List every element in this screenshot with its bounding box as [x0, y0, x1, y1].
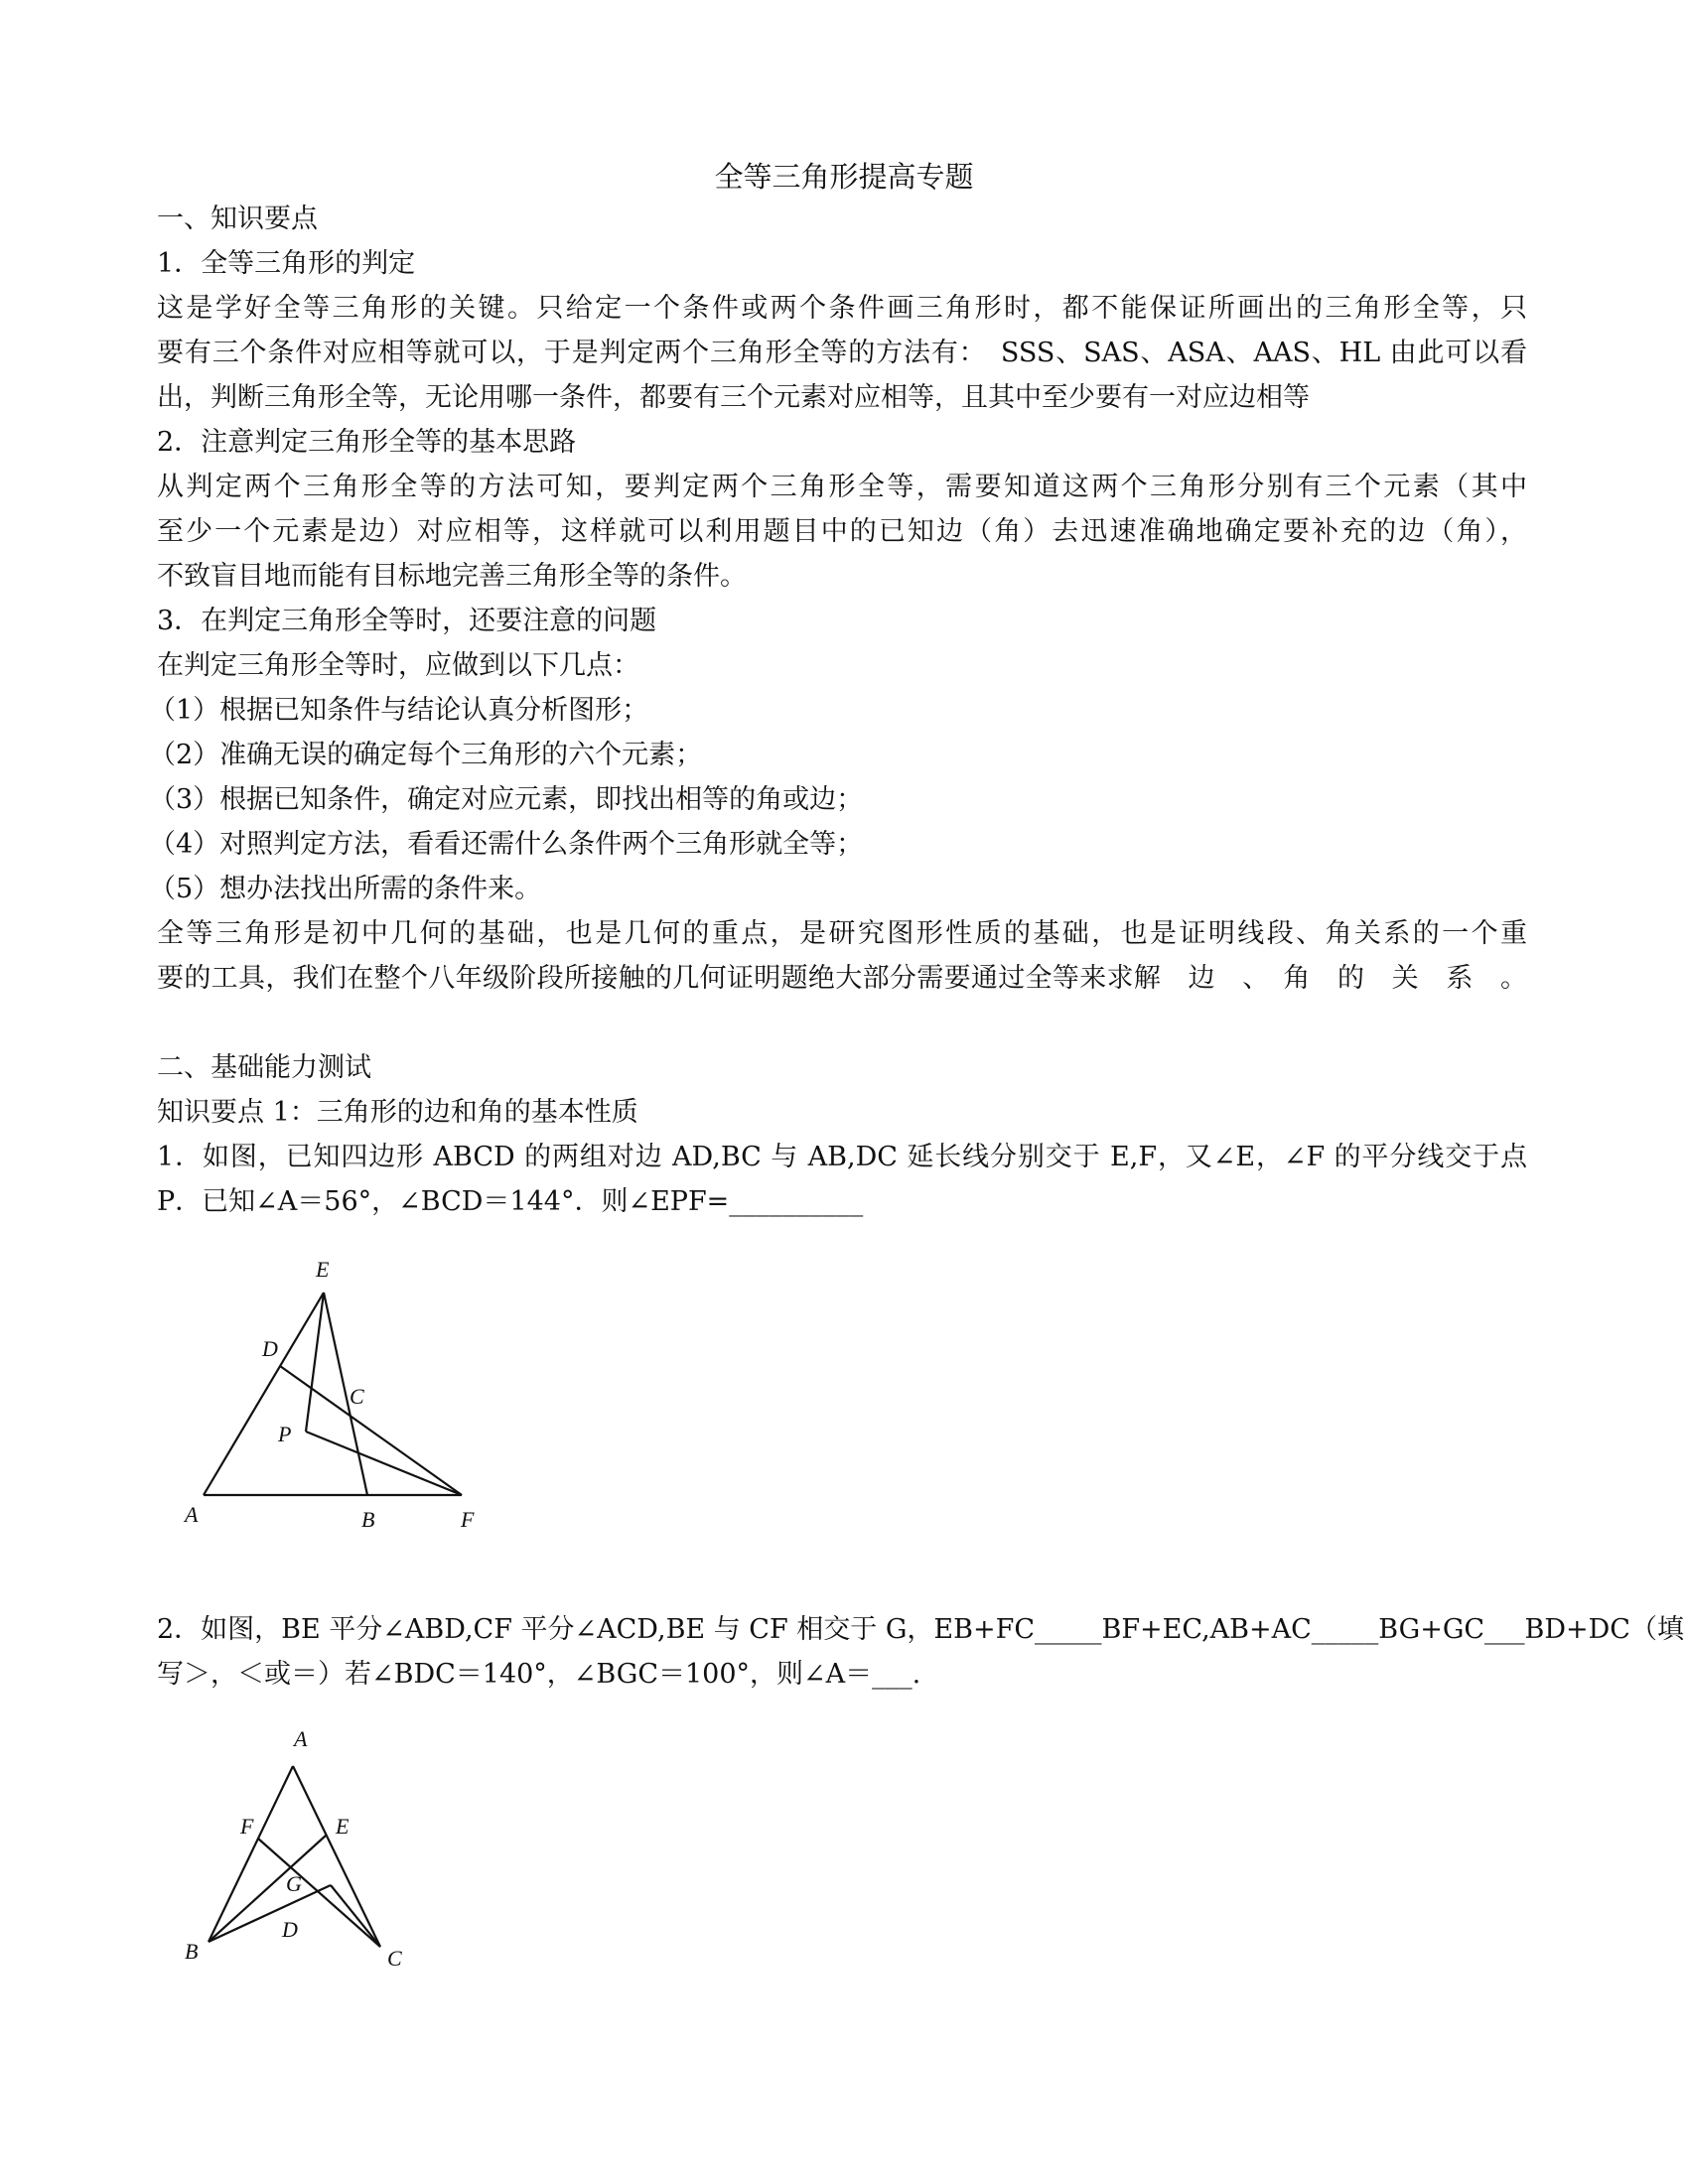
fig1-segment-DF — [280, 1366, 462, 1495]
summary-line-1: 全等三角形是初中几何的基础，也是几何的重点，是研究图形性质的基础，也是证明线段、角关系的一个重 — [157, 918, 1527, 949]
fig2-label-E: E — [336, 1814, 350, 1839]
fig1-bisector-EP — [306, 1293, 324, 1432]
point2-line-1: 从判定两个三角形全等的方法可知，要判定两个三角形全等，需要知道这两个三角形分别有三个元素（其中 — [157, 472, 1527, 502]
fig2-label-F: F — [240, 1814, 254, 1839]
fig2-label-D: D — [282, 1917, 298, 1942]
point1-line-3: 出，判断三角形全等，无论用哪一条件，都要有三个元素对应相等，且其中至少要有一对应边相等 — [157, 382, 1310, 413]
fig2-label-A: A — [294, 1726, 308, 1751]
point3-item-4: （4）对照判定方法，看看还需什么条件两个三角形就全等； — [149, 829, 864, 860]
fig1-segment-AE — [204, 1293, 324, 1495]
question1-line-1: 1．如图，已知四边形 ABCD 的两组对边 AD,BC 与 AB,DC 延长线分别交于 E,F，又∠E，∠F 的平分线交于点 — [157, 1142, 1527, 1172]
page-title: 全等三角形提高专题 — [714, 160, 974, 194]
fig1-label-F: F — [461, 1507, 475, 1532]
point1-heading: 1．全等三角形的判定 — [157, 248, 416, 279]
point2-line-3: 不致盲目地而能有目标地完善三角形全等的条件。 — [157, 561, 747, 592]
point3-item-2: （2）准确无误的确定每个三角形的六个元素； — [149, 740, 703, 770]
figure1-quadrilateral-diagram — [179, 1253, 496, 1551]
summary-line-2: 要的工具，我们在整个八年级阶段所接触的几何证明题绝大部分需要通过全等来求解 边 、 角 的 关 系 。 — [157, 963, 1527, 994]
fig2-segment-BD — [209, 1885, 331, 1942]
fig2-segment-AB — [209, 1766, 293, 1942]
question1-line-2: P．已知∠A＝56°，∠BCD＝144°．则∠EPF=__________ — [157, 1186, 864, 1217]
point2-heading: 2．注意判定三角形全等的基本思路 — [157, 427, 577, 458]
question2-line-2: 写＞，＜或＝）若∠BDC＝140°，∠BGC＝100°，则∠A＝___. — [157, 1659, 921, 1690]
question2-line-1: 2．如图，BE 平分∠ABD,CF 平分∠ACD,BE 与 CF 相交于 G，EB+FC_____BF+EC,AB+AC_____BG+GC___BD+DC（填 — [157, 1614, 1684, 1645]
point1-line-1: 这是学好全等三角形的关键。只给定一个条件或两个条件画三角形时，都不能保证所画出的三角形全等，只 — [157, 293, 1527, 324]
fig1-label-C: C — [350, 1384, 364, 1409]
point3-item-3: （3）根据已知条件，确定对应元素，即找出相等的角或边； — [149, 784, 864, 815]
fig1-label-P: P — [278, 1422, 292, 1446]
point3-intro: 在判定三角形全等时，应做到以下几点： — [157, 650, 639, 681]
fig2-label-B: B — [185, 1939, 199, 1964]
fig2-bisector-BE — [209, 1836, 326, 1942]
section1-heading: 一、知识要点 — [157, 204, 318, 234]
figure2-triangle-diagram — [169, 1722, 427, 1980]
fig1-label-D: D — [262, 1336, 278, 1361]
fig2-label-G: G — [286, 1871, 302, 1896]
fig2-label-C: C — [387, 1946, 402, 1971]
section2-heading: 二、基础能力测试 — [157, 1052, 371, 1083]
fig1-label-B: B — [361, 1507, 375, 1532]
section2-subheading: 知识要点 1：三角形的边和角的基本性质 — [157, 1097, 638, 1128]
fig1-bisector-FP — [306, 1432, 462, 1495]
point1-line-2: 要有三个条件对应相等就可以，于是判定两个三角形全等的方法有： SSS、SAS、ASA、AAS、HL 由此可以看 — [157, 338, 1527, 368]
fig2-segment-AC — [293, 1766, 380, 1947]
point3-item-5: （5）想办法找出所需的条件来。 — [149, 874, 542, 904]
fig1-label-A: A — [185, 1502, 199, 1527]
point2-line-2: 至少一个元素是边）对应相等，这样就可以利用题目中的已知边（角）去迅速准确地确定要补充的边（角）， — [157, 516, 1527, 547]
fig2-bisector-CF — [258, 1839, 380, 1947]
fig1-label-E: E — [316, 1257, 330, 1282]
point3-item-1: （1）根据已知条件与结论认真分析图形； — [149, 695, 649, 726]
point3-heading: 3．在判定三角形全等时，还要注意的问题 — [157, 606, 657, 636]
